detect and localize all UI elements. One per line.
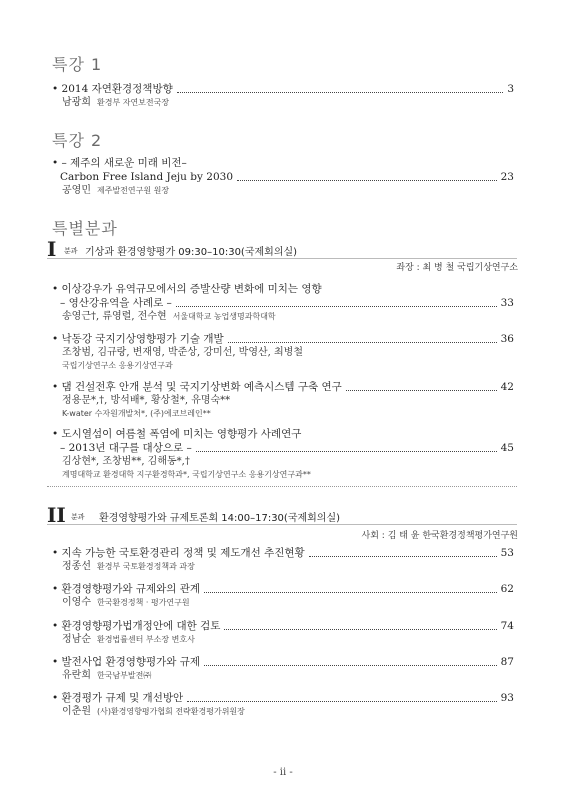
- entry-authors: 김상현*, 조창범**, 김해동*,†: [62, 456, 190, 467]
- part-1-label: 분과: [64, 247, 78, 255]
- page-number: 53: [500, 547, 514, 559]
- entry-affiliation: 환경법률센터 부소장 변호사: [96, 635, 195, 644]
- part-2-title: 환경영향평가와 규제토론회 14:00–17:30(국제회의실): [99, 513, 341, 524]
- entry-subtitle: – 2013년 대구를 대상으로 –: [60, 442, 192, 454]
- leader-dots: [228, 342, 497, 343]
- page-number: 87: [500, 656, 514, 668]
- entry-title-line-1: • – 제주의 새로운 미래 비전–: [52, 157, 187, 169]
- entry-title-line-2: Carbon Free Island Jeju by 2030: [60, 171, 233, 183]
- entry-affiliation: 한국남부발전㈜: [96, 671, 152, 680]
- section-heading-lecture-1: 특강 1: [52, 55, 103, 74]
- entry-title: • 도시열섬이 여름철 폭염에 미치는 영향평가 사례연구: [52, 428, 302, 440]
- page-footer: - ii -: [273, 767, 293, 778]
- entry-title: • 2014 자연환경정책방향: [52, 83, 173, 95]
- entry-affiliation: 국립기상연구소 응용기상연구과: [62, 361, 173, 370]
- toc-entry-lecture-2[interactable]: [52, 156, 514, 198]
- leader-dots: [196, 451, 497, 452]
- entry-title: • 이상강우가 유역규모에서의 증발산량 변화에 미치는 영향: [52, 283, 322, 295]
- entry-affiliation: 한국환경정책 · 평가연구원: [96, 598, 190, 607]
- section-heading-lecture-2: 특강 2: [52, 131, 103, 150]
- page-number: 23: [500, 171, 514, 183]
- toc-entry[interactable]: [52, 691, 514, 719]
- page-number: 74: [500, 620, 514, 632]
- toc-entry[interactable]: [52, 380, 514, 420]
- entry-authors: 이영수: [62, 597, 91, 608]
- entry-authors: 정종선: [62, 561, 91, 572]
- leader-dots: [224, 629, 496, 630]
- toc-entry-lecture-1[interactable]: [52, 82, 514, 110]
- toc-entry[interactable]: [52, 655, 514, 683]
- toc-entry[interactable]: [52, 332, 514, 372]
- entry-affiliation: 환경부 자연보전국장: [96, 98, 170, 107]
- entry-subtitle: – 영산강유역을 사례로 –: [60, 297, 172, 309]
- part-1-chair: 좌장 : 최 병 철 국립기상연구소: [396, 263, 518, 273]
- section-heading-special: 특별분과: [52, 219, 118, 238]
- toc-entry[interactable]: [52, 427, 514, 481]
- part-2-chair: 사회 : 김 태 윤 한국환경정책평가연구원: [361, 531, 518, 541]
- part-2-numeral: II: [47, 503, 66, 527]
- entry-affiliation: 서울대학교 농업생명과학대학: [172, 312, 276, 321]
- entry-title: • 댐 건설전후 안개 분석 및 국지기상변화 예측시스템 구축 연구: [52, 381, 342, 393]
- entry-title: • 발전사업 환경영향평가와 규제: [52, 656, 201, 668]
- entry-authors: 이춘원: [62, 706, 91, 717]
- leader-dots: [346, 390, 497, 391]
- entry-title: • 환경평가 규제 및 개선방안: [52, 692, 184, 704]
- toc-entry[interactable]: [52, 546, 514, 574]
- entry-affiliation: K-water 수자원개발처*, (주)에코브레인**: [62, 409, 211, 418]
- page-number: 62: [500, 583, 514, 595]
- part-1-numeral: I: [47, 237, 57, 261]
- entry-authors: 송영근†, 류영렬, 전수현: [62, 311, 167, 322]
- divider: [47, 486, 517, 487]
- part-1-title: 기상과 환경영향평가 09:30–10:30(국제회의실): [85, 247, 298, 258]
- part-1-header: [47, 237, 517, 261]
- page-number: 36: [500, 333, 514, 345]
- entry-authors: 유란희: [62, 670, 91, 681]
- entry-affiliation: 제주발전연구원 원장: [96, 186, 170, 195]
- entry-affiliation: (사)환경영향평가협회 전략환경평가위원장: [96, 707, 245, 716]
- toc-entry[interactable]: [52, 282, 514, 324]
- page-number: 3: [507, 83, 514, 95]
- toc-entry[interactable]: [52, 619, 514, 647]
- entry-affiliation: 환경부 국토환경정책과 과장: [96, 562, 195, 571]
- entry-title: • 지속 가능한 국토환경관리 정책 및 제도개선 추진현황: [52, 547, 305, 559]
- page-number: 33: [500, 297, 514, 309]
- leader-dots: [204, 665, 497, 666]
- page-number: 93: [500, 692, 514, 704]
- leader-dots: [187, 701, 497, 702]
- part-2-header: [47, 503, 517, 527]
- leader-dots: [177, 92, 504, 93]
- entry-authors: 정용문*,†, 방석배*, 황상철*, 유명숙**: [62, 395, 231, 406]
- entry-authors: 조창범, 김규랑, 변재영, 박준상, 강미선, 박영산, 최병철: [62, 347, 304, 358]
- leader-dots: [176, 306, 497, 307]
- leader-dots: [237, 180, 497, 181]
- part-2-label: 분과: [71, 513, 85, 521]
- page-number: 45: [500, 442, 514, 454]
- entry-title: • 환경영향평가법개정안에 대한 검토: [52, 620, 221, 632]
- toc-entry[interactable]: [52, 582, 514, 610]
- entry-authors: 남광희: [62, 97, 91, 108]
- entry-affiliation: 계명대학교 환경대학 지구환경학과*, 국립기상연구소 응용기상연구과**: [62, 470, 311, 479]
- entry-authors: 공영민: [62, 185, 91, 196]
- leader-dots: [309, 556, 497, 557]
- entry-authors: 정남순: [62, 634, 91, 645]
- entry-title: • 낙동강 국지기상영향평가 기술 개발: [52, 333, 224, 345]
- page-number: 42: [500, 381, 514, 393]
- leader-dots: [204, 592, 497, 593]
- entry-title: • 환경영향평가와 규제와의 관계: [52, 583, 201, 595]
